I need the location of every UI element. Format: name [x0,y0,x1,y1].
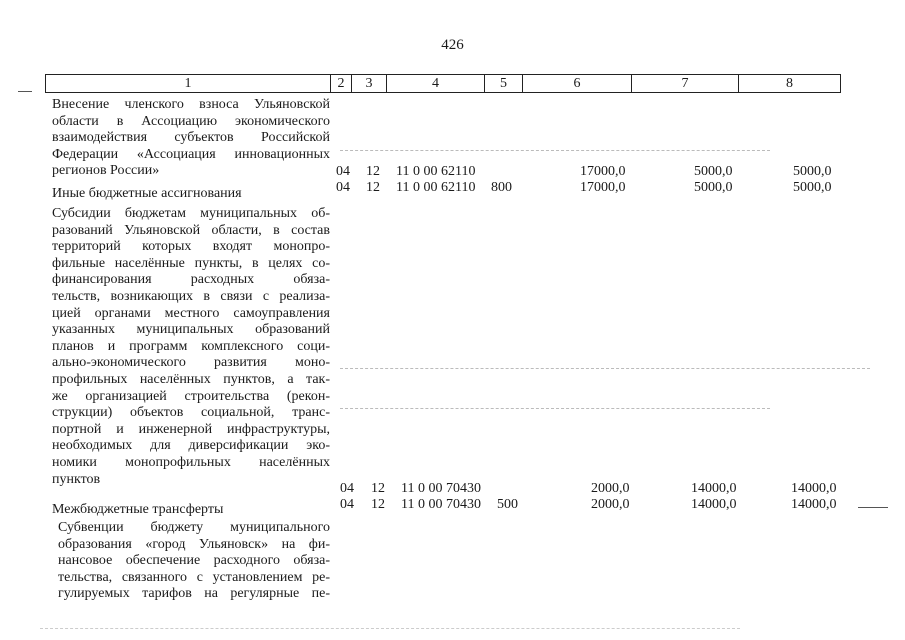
scan-artifact-line [340,368,870,369]
row-description [52,206,330,488]
cell-amount-6: 17000,0 [580,164,626,179]
cell-subsection: 12 [371,481,385,496]
cell-section: 04 [340,481,354,496]
cell-target-code: 11 0 00 62110 [396,164,476,179]
text-line: нансовое обеспечение расходного обяза- [58,553,330,569]
text-line: финансирования расходных обяза- [52,272,330,288]
text-line: номики монопрофильных населённых [52,454,330,470]
text-line: ально-экономического развития моно- [52,355,330,371]
header-cell-3: 3 [352,75,387,92]
cell-target-code: 11 0 00 70430 [401,481,481,496]
cell-section: 04 [340,497,354,512]
cell-amount-6: 2000,0 [591,497,630,512]
row-description: Межбюджетные трансферты [52,502,224,517]
cell-amount-7: 14000,0 [691,497,737,512]
cell-amount-7: 14000,0 [691,481,737,496]
text-line: тельства, связанного с установлением ре- [58,569,330,585]
cell-amount-8: 5000,0 [793,164,832,179]
header-cell-8: 8 [786,76,793,91]
cell-subsection: 12 [371,497,385,512]
text-line: указанных муниципальных образований [52,322,330,338]
header-cell-7: 7 [632,75,739,92]
text-line: профильных населённых пунктов, а так- [52,371,330,387]
text-line: регионов России» [52,163,160,179]
cell-amount-6: 17000,0 [580,180,626,195]
text-line: области в Ассоциацию экономического [52,113,330,129]
cell-amount-7: 5000,0 [694,180,733,195]
text-line: Субвенции бюджету муниципального [58,520,330,535]
cell-subsection: 12 [366,164,380,179]
cell-amount-7: 5000,0 [694,164,733,179]
table-header [45,74,841,93]
header-cell-4: 4 [387,75,485,92]
cell-target-code: 11 0 00 70430 [401,497,481,512]
cell-target-code: 11 0 00 62110 [396,180,476,195]
cell-section: 04 [336,164,350,179]
page-number: 426 [441,37,464,53]
cell-amount-8: 14000,0 [791,497,837,512]
margin-mark [858,507,888,508]
header-cell-2: 2 [331,75,352,92]
header-cell-6: 6 [523,75,632,92]
text-line: цией органами местного самоуправления [52,305,330,321]
text-line: же организацией строительства (рекон- [52,388,330,404]
text-line: территорий которых входят монопро- [52,239,330,255]
cell-section: 04 [336,180,350,195]
cell-subsection: 12 [366,180,380,195]
header-cell-5: 5 [485,75,523,92]
text-line: гулируемых тарифов на регулярные пе- [58,586,330,602]
cell-amount-6: 2000,0 [591,481,630,496]
cell-expense-type: 500 [497,497,518,512]
header-cell-1: 1 [46,75,331,92]
text-line: разований Ульяновской области, в состав [52,222,330,238]
scan-artifact-line [340,150,770,151]
row-description [58,520,330,603]
cell-amount-8: 14000,0 [791,481,837,496]
text-line: фильные населённые пункты, в целях со- [52,255,330,271]
scan-artifact-line [340,408,770,409]
scan-artifact-line [40,628,740,629]
cell-amount-8: 5000,0 [793,180,832,195]
text-line: взаимодействия субъектов Российской [52,130,330,146]
text-line: Субсидии бюджетам муниципальных об- [52,206,330,221]
cell-expense-type: 800 [491,180,512,195]
row-description [52,97,330,180]
margin-mark [18,91,32,92]
text-line: струкции) объектов социальной, транс- [52,405,330,421]
row-description: Иные бюджетные ассигнования [52,186,242,201]
text-line: портной и инженерной инфраструктуры, [52,421,330,437]
text-line: планов и программ комплексного соци- [52,338,330,354]
text-line: Внесение членского взноса Ульяновской [52,97,330,112]
text-line: Федерации «Ассоциация инновационных [52,146,330,162]
text-line: образования «город Ульяновск» на фи- [58,536,330,552]
text-line: пунктов [52,471,101,487]
text-line: тельств, возникающих в связи с реализа- [52,288,330,304]
text-line: необходимых для диверсификации эко- [52,438,330,454]
